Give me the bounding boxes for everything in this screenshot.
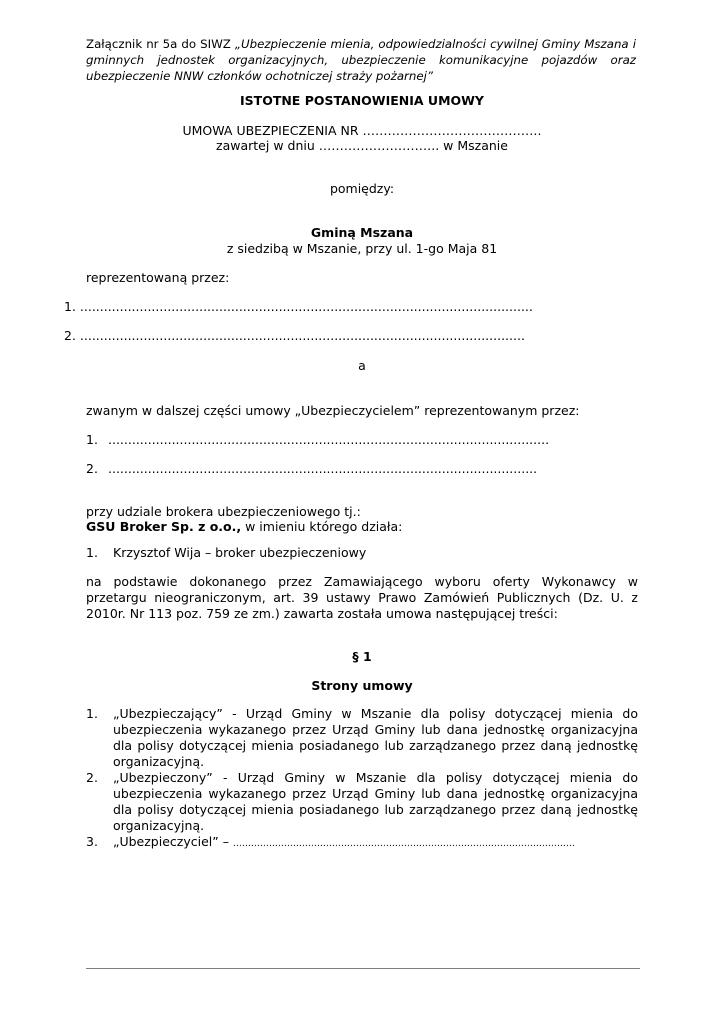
party2-representative-1: ............................................................................................................... [108,432,550,447]
contract-date-line: zawartej w dniu ……………………….. w Mszanie [216,138,508,153]
header-note-tender-title: „Ubezpieczenie mienia, odpowiedzialności cywilnej Gminy Mszana i gminnych jednostek organizacyjnych, ubezpieczenie komunikacyjne pojazdów oraz ubezpieczenie NNW członków ochotniczej straży pożarnej” [86,37,636,83]
party2-rep2-number: 2. [86,461,98,476]
party1-name: Gminą Mszana [310,225,414,240]
list-item-text: „Ubezpieczyciel” – [113,834,233,849]
party2-intro: zwanym w dalszej części umowy „Ubezpieczycielem” reprezentowanym przez: [86,403,580,418]
list-item-text: „Ubezpieczony” - Urząd Gminy w Mszanie dla polisy dotyczącej mienia do ubezpieczenia wykazanego przez Urząd Gminy lub dana jednostkę organizacyjna dla polisy dotyczącej mienia posiadanego lub zarządzanego przez daną jednostkę organizacyjną. [113,770,638,833]
list-item-dots: …………………………………………………………………………………………………… [232,839,575,849]
footer-divider [86,968,640,969]
between-label: pomiędzy: [329,181,395,196]
list-item [86,834,638,852]
document-title: ISTOTNE POSTANOWIENIA UMOWY [240,93,484,108]
list-item-number: 1. [86,706,98,721]
party1-represented-by: reprezentowaną przez: [86,270,230,285]
party2-representative-2: ............................................................................................................ [108,461,538,476]
header-note-prefix: Załącznik nr 5a do SIWZ [86,37,235,51]
broker-person-number: 1. [86,545,98,560]
basis-paragraph: na podstawie dokonanego przez Zamawiającego wyboru oferty Wykonawcy w przetargu nieograniczonym, art. 39 ustawy Prawo Zamówień Publicznych (Dz. U. z 2010r. Nr 113 poz. 759 ze zm.) zawarta została umowa następującej treści: [86,574,638,621]
list-item-text: „Ubezpieczający” - Urząd Gminy w Mszanie dla polisy dotyczącej mienia do ubezpieczenia wykazanego przez Urząd Gminy lub dana jednostkę organizacyjna dla polisy dotyczącej mienia posiadanego lub zarządzanego przez daną jednostkę organizacyjną. [113,706,638,769]
header-note [86,36,636,84]
section1-number: § 1 [352,649,372,664]
broker-line [86,519,402,535]
list-item [86,770,638,834]
broker-person: Krzysztof Wija – broker ubezpieczeniowy [113,545,367,560]
party2-rep1-number: 1. [86,432,98,447]
section1-heading: Strony umowy [311,678,413,693]
and-label: a [358,358,366,373]
contract-number-line: UMOWA UBEZPIECZENIA NR ……………………………………. [182,123,542,138]
list-item-number: 3. [86,834,98,849]
list-item-number: 2. [86,770,98,785]
broker-intro: przy udziale brokera ubezpieczeniowego tj.: [86,504,361,519]
broker-line-rest: w imieniu którego działa: [241,519,403,534]
party1-representative-1: 1. .................................................................................................................. [64,299,533,314]
list-item [86,706,638,770]
party1-representative-2: 2. ................................................................................................................ [64,328,525,343]
party1-address: z siedzibą w Mszanie, przy ul. 1-go Maja 81 [226,241,498,256]
section1-list [86,706,638,852]
broker-name: GSU Broker Sp. z o.o., [86,519,242,534]
